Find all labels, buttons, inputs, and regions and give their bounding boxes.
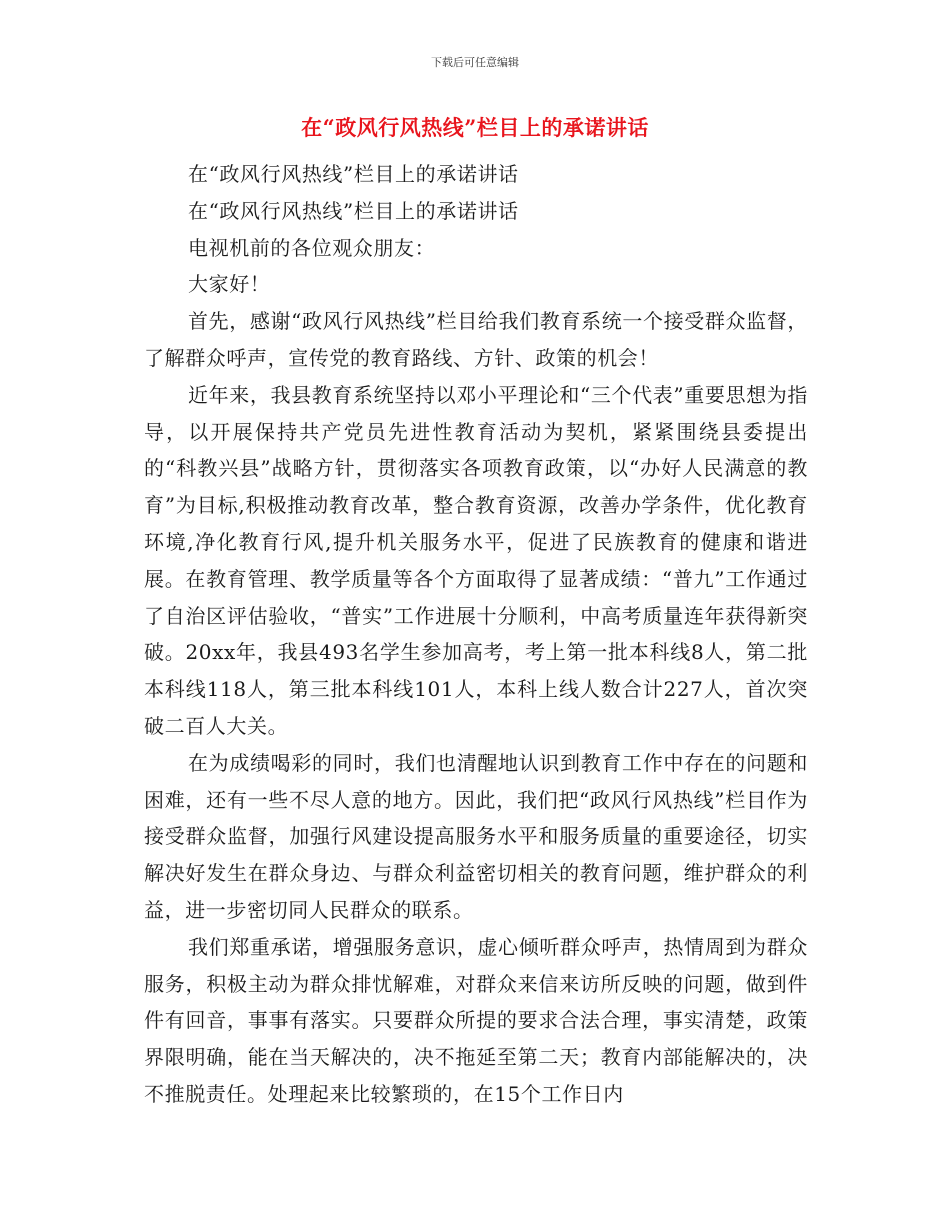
paragraph: 电视机前的各位观众朋友： (188, 235, 436, 260)
header-note: 下载后可任意编辑 (431, 56, 519, 69)
document-body (144, 156, 808, 1113)
paragraph: 首先，感谢“政风行风热线”栏目给我们教育系统一个接受群众监督，了解群众呼声，宣传党的教育路线、方针、政策的机会！ (144, 309, 808, 370)
paragraph: 大家好！ (188, 272, 271, 297)
paragraph: 近年来，我县教育系统坚持以邓小平理论和“三个代表”重要思想为指导，以开展保持共产党员先进性教育活动为契机，紧紧围绕县委提出的“科教兴县”战略方针，贯彻落实各项教育政策，以“办好人民满意的教育”为目标,积极推动教育改革，整合教育资源，改善办学条件，优化教育环境,净化教育行风,提升机关服务水平，促进了民族教育的健康和谐进展。在教育管理、教学质量等各个方面取得了显著成绩：“普九”工作通过了自治区评估验收，“普实”工作进展十分顺利，中高考质量连年获得新突破。20xx年，我县493名学生参加高考，考上第一批本科线8人，第二批本科线118人，第三批本科线101人，本科上线人数合计227人，首次突破二百人大关。 (144, 382, 808, 738)
document-title: 在“政风行风热线”栏目上的承诺讲话 (301, 115, 649, 140)
paragraph: 在“政风行风热线”栏目上的承诺讲话 (188, 162, 519, 186)
paragraph: 在“政风行风热线”栏目上的承诺讲话 (188, 198, 519, 223)
paragraph: 在为成绩喝彩的同时，我们也清醒地认识到教育工作中存在的问题和困难，还有一些不尽人意的地方。因此，我们把“政风行风热线”栏目作为接受群众监督，加强行风建设提高服务水平和服务质量的重要途径，切实解决好发生在群众身边、与群众利益密切相关的教育问题，维护群众的利益，进一步密切同人民群众的联系。 (144, 750, 808, 922)
paragraph: 我们郑重承诺，增强服务意识，虚心倾听群众呼声，热情周到为群众服务，积极主动为群众排忧解难，对群众来信来访所反映的问题，做到件件有回音，事事有落实。只要群众所提的要求合法合理，事实清楚，政策界限明确，能在当天解决的，决不拖延至第二天；教育内部能解决的，决不推脱责任。处理起来比较繁琐的，在15个工作日内 (144, 934, 808, 1106)
